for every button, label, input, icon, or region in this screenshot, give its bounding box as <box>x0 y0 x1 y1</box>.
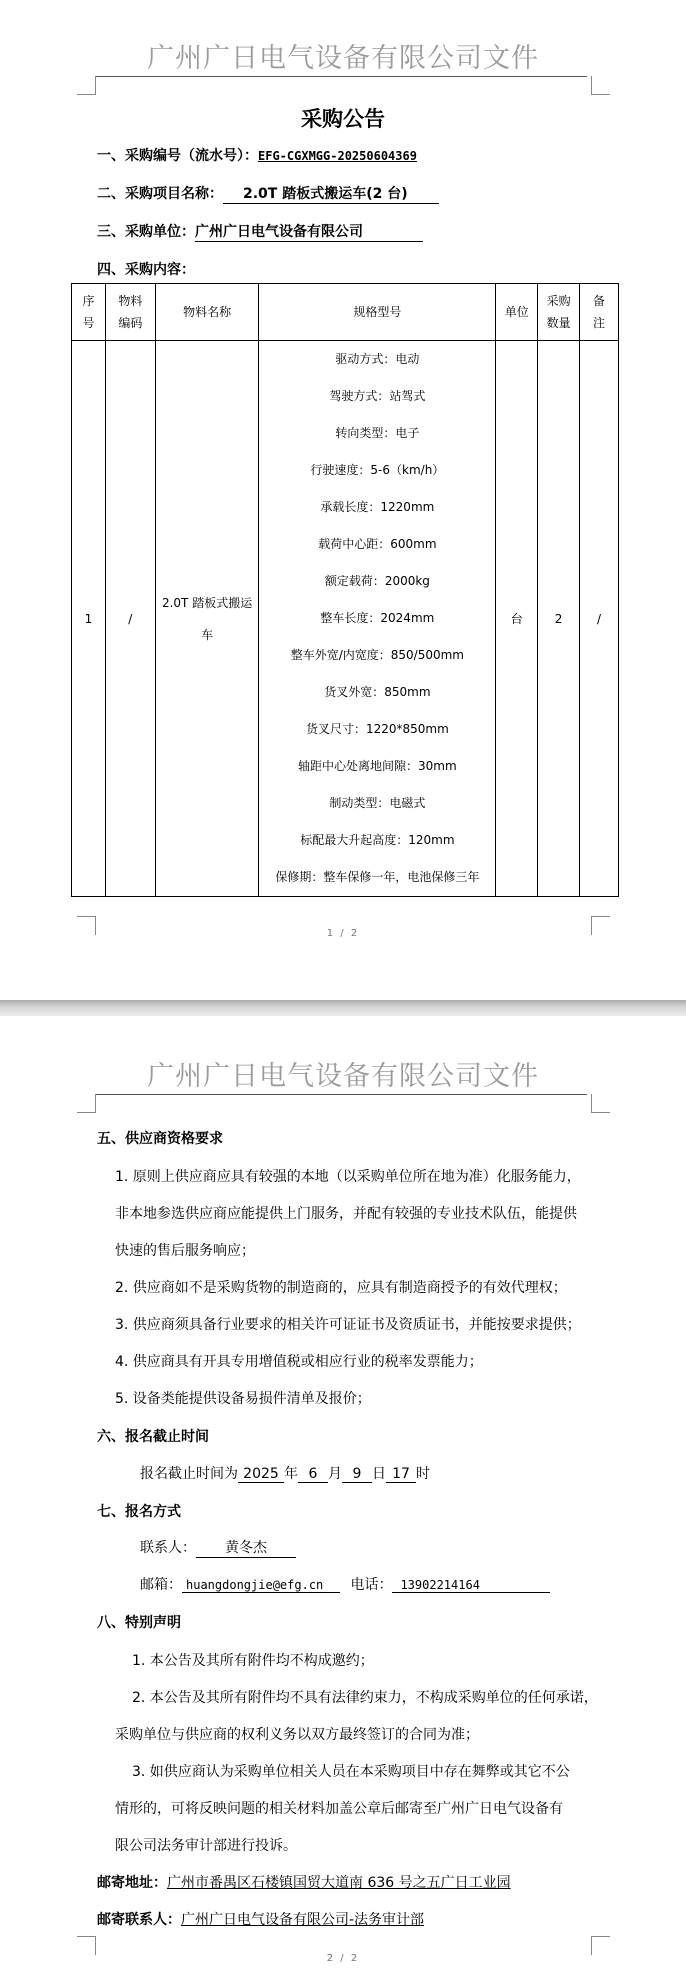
cell-spec <box>259 341 496 897</box>
contact-name: 黄冬杰 <box>196 1537 296 1558</box>
margin-mark <box>591 76 610 95</box>
spec-item: 制动类型：电磁式 <box>329 796 426 810</box>
spec-item: 保修期：整车保修一年，电池保修三年 <box>275 870 480 884</box>
requirement-item: 2. 供应商如不是采购货物的制造商的，应具有制造商授予的有效代理权； <box>115 1280 567 1296</box>
company-header: 广州广日电气设备有限公司文件 <box>147 43 539 74</box>
statement-item: 限公司法务审计部进行投诉。 <box>115 1838 297 1854</box>
document-page-2 <box>0 1016 686 1984</box>
header-unit: 单位 <box>496 284 538 341</box>
requirement-item: 3. 供应商须具备行业要求的相关许可证证书及资质证书，并能按要求提供； <box>115 1317 581 1333</box>
section-5-title: 五、供应商资格要求 <box>97 1131 223 1147</box>
page-separator <box>0 1000 686 1016</box>
purchase-unit-line <box>97 221 423 242</box>
email-value[interactable]: huangdongjie@efg.cn <box>182 1578 340 1593</box>
table-row <box>72 341 619 897</box>
spec-item: 转向类型：电子 <box>335 426 420 440</box>
header-qty: 采购 数量 <box>538 284 580 341</box>
section-6-title: 六、报名截止时间 <box>97 1429 209 1445</box>
contact-line <box>140 1537 296 1558</box>
cell-code: / <box>105 341 155 897</box>
procurement-table <box>71 283 619 897</box>
email-phone-line <box>140 1574 550 1594</box>
statement-item: 2. 本公告及其所有附件均不具有法律约束力，不构成采购单位的任何承诺， <box>132 1690 598 1706</box>
spec-item: 驾驶方式：站驾式 <box>329 389 426 403</box>
margin-mark <box>77 1094 96 1113</box>
purchase-no-value: EFG-CGXMGG-20250604369 <box>258 149 417 163</box>
cell-qty: 2 <box>538 341 580 897</box>
mail-address-line <box>97 1872 511 1892</box>
page-title: 采购公告 <box>301 107 385 131</box>
deadline-line: 报名截止时间为 2025 年 6 月 9 日 17 时 <box>140 1466 430 1482</box>
phone-value: 13902214164 <box>392 1578 550 1593</box>
cell-remark: / <box>580 341 619 897</box>
spec-item: 驱动方式：电动 <box>335 352 420 366</box>
deadline-hour: 17 <box>386 1466 416 1483</box>
statement-item: 1. 本公告及其所有附件均不构成邀约； <box>132 1653 374 1669</box>
table-header-row <box>72 284 619 341</box>
email-label: 邮箱： <box>140 1577 182 1593</box>
statement-item: 情形的，可将反映问题的相关材料加盖公章后邮寄至广州广日电气设备有 <box>115 1801 563 1817</box>
contact-label: 联系人： <box>140 1540 196 1556</box>
spec-item: 货叉尺寸：1220*850mm <box>305 722 449 736</box>
company-header: 广州广日电气设备有限公司文件 <box>147 1061 539 1092</box>
section-7-title: 七、报名方式 <box>97 1504 181 1520</box>
purchase-unit-value: 广州广日电气设备有限公司 <box>195 221 423 242</box>
purchase-no-line <box>97 145 417 165</box>
deadline-month: 6 <box>298 1466 328 1483</box>
header-seq: 序 号 <box>72 284 106 341</box>
statement-item: 采购单位与供应商的权利义务以双方最终签订的合同为准； <box>115 1727 479 1743</box>
mail-address-label: 邮寄地址： <box>97 1875 167 1891</box>
mail-contact-value: 广州广日电气设备有限公司-法务审计部 <box>181 1912 425 1928</box>
header-spec: 规格型号 <box>259 284 496 341</box>
spec-item: 整车外宽/内宽度：850/500mm <box>290 648 464 662</box>
header-rule <box>95 1094 587 1095</box>
margin-mark <box>77 76 96 95</box>
page-number: 2 / 2 <box>326 1953 360 1964</box>
mail-contact-line <box>97 1909 424 1929</box>
cell-seq: 1 <box>72 341 106 897</box>
spec-item: 额定载荷：2000kg <box>324 574 430 588</box>
spec-item: 轴距中心处离地间隙：30mm <box>298 759 457 773</box>
section-8-title: 八、特别声明 <box>97 1615 181 1631</box>
mail-address-value: 广州市番禺区石楼镇国贸大道南 636 号之五广日工业园 <box>167 1875 511 1891</box>
page-number: 1 / 2 <box>326 928 360 939</box>
margin-mark <box>591 1094 610 1113</box>
statement-item: 3. 如供应商认为采购单位相关人员在本采购项目中存在舞弊或其它不公 <box>132 1764 570 1780</box>
project-name-line <box>97 183 439 204</box>
requirement-item: 非本地参选供应商应能提供上门服务，并配有较强的专业技术队伍，能提供 <box>115 1206 577 1222</box>
cell-name: 2.0T 踏板式搬运 车 <box>155 341 259 897</box>
mail-contact-label: 邮寄联系人： <box>97 1912 181 1928</box>
requirement-item: 快速的售后服务响应； <box>115 1243 255 1259</box>
spec-item: 标配最大升起高度：120mm <box>300 833 455 847</box>
content-label: 四、采购内容： <box>97 262 195 278</box>
header-code: 物料 编码 <box>105 284 155 341</box>
spec-item: 载荷中心距：600mm <box>318 537 437 551</box>
header-rule <box>95 76 587 77</box>
header-remark: 备 注 <box>580 284 619 341</box>
project-name-label: 二、采购项目名称： <box>97 186 223 202</box>
spec-item: 货叉外宽：850mm <box>324 685 431 699</box>
spec-item: 行驶速度：5-6（km/h） <box>310 463 445 477</box>
header-name: 物料名称 <box>155 284 259 341</box>
spec-item: 整车长度：2024mm <box>320 611 435 625</box>
cell-unit: 台 <box>496 341 538 897</box>
purchase-no-label: 一、采购编号（流水号）： <box>97 148 258 164</box>
deadline-year: 2025 <box>238 1466 284 1483</box>
phone-label: 电话： <box>350 1577 393 1593</box>
project-name-value: 2.0T 踏板式搬运车(2 台) <box>223 183 439 204</box>
purchase-unit-label: 三、采购单位： <box>97 224 195 240</box>
requirement-item: 5. 设备类能提供设备易损件清单及报价； <box>115 1391 371 1407</box>
requirement-item: 1. 原则上供应商应具有较强的本地（以采购单位所在地为准）化服务能力， <box>115 1169 581 1185</box>
spec-item: 承载长度：1220mm <box>320 500 435 514</box>
requirement-item: 4. 供应商具有开具专用增值税或相应行业的税率发票能力； <box>115 1354 483 1370</box>
deadline-day: 9 <box>342 1466 372 1483</box>
